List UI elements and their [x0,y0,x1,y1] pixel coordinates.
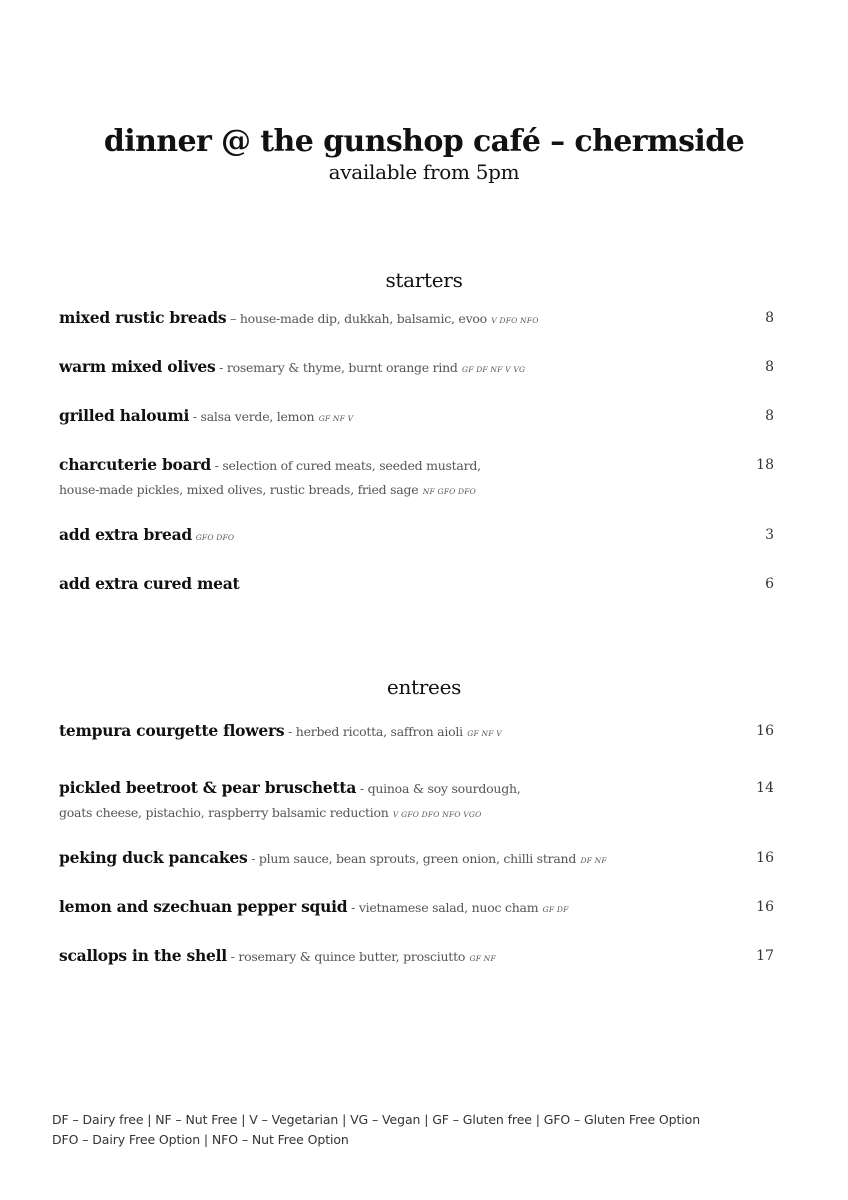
item-price: 8 [765,310,774,326]
dietary-tags: GF NF V [318,414,354,423]
item-price: 8 [765,359,774,375]
dietary-tags: GF NF V [467,729,502,738]
dietary-tags: NF GFO DFO [422,487,477,496]
entrees-heading: entrees [386,675,462,699]
item-name: peking duck pancakes [59,848,248,867]
menu-item [59,404,739,430]
item-separator: - [247,851,259,866]
menu-item [59,846,739,872]
item-name: charcuterie board [59,455,211,474]
item-name: mixed rustic breads [59,308,227,327]
item-name: scallops in the shell [59,946,227,965]
item-name: pickled beetroot & pear bruschetta [59,778,357,797]
item-price: 16 [756,723,774,739]
dietary-tags: GFO DFO [195,533,235,542]
item-separator: - [284,724,296,739]
dietary-tags: GF DF [542,905,569,914]
dietary-tags: V DFO NFO [491,316,539,325]
menu-item [59,719,739,745]
item-name: tempura courgette flowers [59,721,285,740]
item-description-continued: goats cheese, pistachio, raspberry balsamic reduction [59,805,389,820]
item-name: grilled haloumi [59,406,190,425]
item-price: 17 [756,948,774,964]
item-description: plum sauce, bean sprouts, green onion, chilli strand [258,851,577,866]
item-separator: - [215,360,227,375]
dietary-tags: GF DF NF V VG [462,365,526,374]
item-price: 3 [765,527,774,543]
menu-item [59,453,739,503]
item-price: 16 [756,899,774,915]
menu-item [59,944,739,970]
item-separator: - [210,458,223,473]
menu-item [59,572,739,597]
menu-item [59,776,739,826]
item-separator: – [226,311,240,326]
item-separator: - [347,900,359,915]
item-separator: - [356,781,368,796]
dietary-tags: DF NF [580,856,607,865]
dietary-legend-line-2: DFO – Dairy Free Option | NFO – Nut Free Option [52,1132,349,1147]
dietary-legend-line-1: DF – Dairy free | NF – Nut Free | V – Vegetarian | VG – Vegan | GF – Gluten free | GFO – Gluten Free Option [52,1112,701,1127]
item-name: add extra bread [59,525,192,544]
menu-title: dinner @ the gunshop café – chermside [103,124,745,159]
menu-item [59,523,739,549]
menu-item [59,355,739,381]
menu-item [59,306,739,332]
dietary-tags: V GFO DFO NFO VGO [392,810,482,819]
item-price: 18 [756,457,774,473]
item-separator: - [226,949,239,964]
item-description: quinoa & soy sourdough, [367,781,521,796]
item-description: selection of cured meats, seeded mustard, [222,458,481,473]
item-description-continued: house-made pickles, mixed olives, rustic breads, fried sage [59,482,419,497]
item-description: house-made dip, dukkah, balsamic, evoo [239,311,487,326]
item-name: lemon and szechuan pepper squid [59,897,348,916]
item-price: 8 [765,408,774,424]
item-name: warm mixed olives [59,357,216,376]
item-description: rosemary & quince butter, prosciutto [238,949,466,964]
item-description: rosemary & thyme, burnt orange rind [226,360,458,375]
item-description: vietnamese salad, nuoc cham [358,900,539,915]
item-price: 14 [756,780,774,796]
item-price: 16 [756,850,774,866]
starters-heading: starters [385,268,463,292]
item-name: add extra cured meat [59,574,240,593]
dietary-tags: GF NF [469,954,496,963]
item-description: herbed ricotta, saffron aioli [295,724,463,739]
item-description: salsa verde, lemon [200,409,315,424]
menu-item [59,895,739,921]
item-price: 6 [765,576,774,592]
menu-subtitle: available from 5pm [328,160,520,184]
item-separator: - [189,409,201,424]
